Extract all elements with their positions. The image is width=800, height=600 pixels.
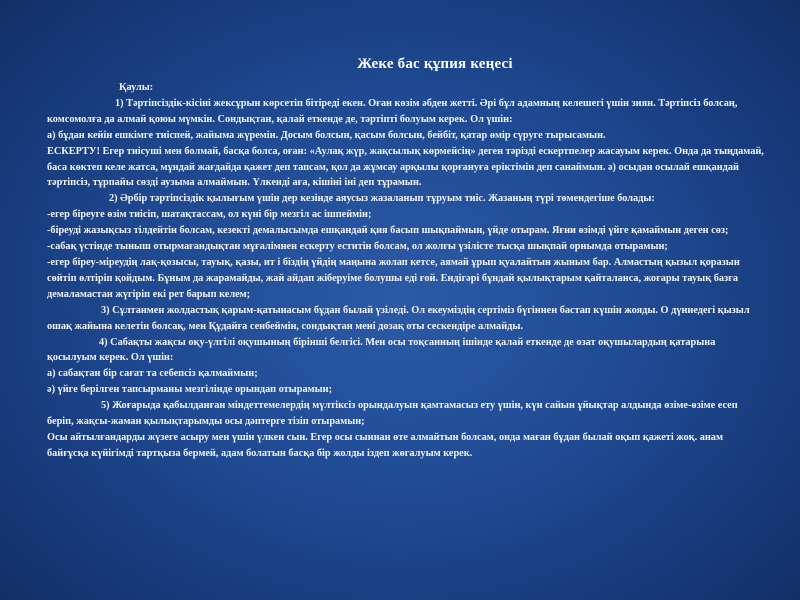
paragraph-4a: а) сабақтан бір сағат та себепсіз қалмаймын; [47, 368, 258, 380]
closing-paragraph: Осы айтылғандарды жүзеге асыру мен үшін үлкен сын. Егер осы сыннан өте алмайтын болсам, онда маған бұдан былай оқып қажеті жоқ. анам байғұсқа күйігімді тартқыза бермей, адам болатын басқа бір жолды іздеп жөгалуым керек. [47, 431, 723, 459]
paragraph-1a: а) бұдан кейін ешкімге тиіспей, жайыма жүремін. Досым болсын, қасым болсын, бейбіт, қатар өмір сүруге тырысамын. [47, 129, 606, 141]
punishment-item-4: -егер біреу-міреудің лақ-қозысы, тауық, қазы, ит і біздің үйдің маңына жолап кетсе, аямай ұрып қуалайтын жыным бар. Алмастың қызыл қоразын сөйтіп өлтіріп қойдым. Бұным да жарамайды, жай айдап жіберуіме болушы еді ғой. Ендігәрі бұндай қылықтарым қайталанса, жоғары тауық базға демаламастан жүгіріп екі рет барып келем; [47, 256, 740, 300]
paragraph-5: 5) Жоғарыда қабылданған міндеттемелердің мүлтіксіз орындалуын қамтамасыз ету үшін, күн сайын ұйықтар алдында өзімe-өзіме есеп беріп, жақсы-жаман қылықтарымды осы дәптерге тізіп отырамын; [47, 400, 738, 428]
slide-body [47, 80, 765, 462]
paragraph-4b: ә) үйге берілген тапсырманы мезгілінде орындап отырамын; [47, 384, 333, 396]
paragraph-4: 4) Сабақты жақсы оқу-үлгілі оқушының бірінші белгісі. Мен осы тоқсанның ішінде қалай еткенде де озат оқушылардың қатарына қосылуым керек. Ол үшін: [47, 336, 716, 364]
decree-label: Қаулы: [119, 82, 154, 93]
paragraph-2: 2) Әрбір тәртіпсіздік қылығым үшін дер кезінде аяусыз жазаланып тұруым тиіс. Жазаның түрі төмендегіше болады: [109, 193, 655, 205]
punishment-item-3: -сабақ үстінде тыныш отырмағандықтан мұғалімнен ескерту еститін болсам, ол жолғы үзілісте тысқа шықпай орнымда отырамын; [47, 241, 668, 253]
punishment-item-1: -егер біреуге өзім тиісіп, шатақтассам, ол күні бір мезгіл ас ішпеймін; [47, 209, 372, 221]
slide-title: Жеке бас құпия кеңесі [357, 56, 513, 72]
paragraph-1: 1) Тәртіпсіздік-кісіні жексұрын көрсетіп бітіреді екен. Оған көзім әбден жетті. Әрі бұл адамның келешегі үшін зиян. Тәртіпсіз болсаң, комсомолға да алмай қоюы мүмкін. Сондықтан, қалай еткенде де, тәртіпті болуым керек. Ол үшін: [47, 97, 738, 125]
warning-paragraph: ЕСКЕРТУ! Егер тиісуші мен болмай, басқа болса, оған: «Аулақ жүр, жақсылық көрмейсің» деген тәрізді ескертпелер жасауым керек. Онда да тыңдамай, баса көктеп келе жатса, мұндай жағдайда қажет деп тапсам, қол да жұмсау арқылы қорғануға еріктімін деп санаймын. ә) осыдан осылай ешқандай тәртіпсіз, тұрпайы сөзді аузыма алмаймын. Үлкенді аға, кішіні іні деп тұрамын. [47, 145, 764, 189]
paragraph-3: 3) Сұлтанмен жолдастық қарым-қатынасым бұдан былай үзіледі. Ол екеуміздің сертіміз бүгіннен бастап күшін жояды. О дүниедегі қызыл ошақ жайына келетін болсақ, мен Құдайға сенбеймін, сондықтан мені дозақ оты сескендіре алмайды. [47, 304, 750, 332]
punishment-item-2: -біреуді жазықсыз тілдейтін болсам, кезекті демалысымда ешқандай қия басып шықпаймын, үйде отырам. Яғни өзімді үйге қамаймын деген сөз; [47, 225, 729, 237]
